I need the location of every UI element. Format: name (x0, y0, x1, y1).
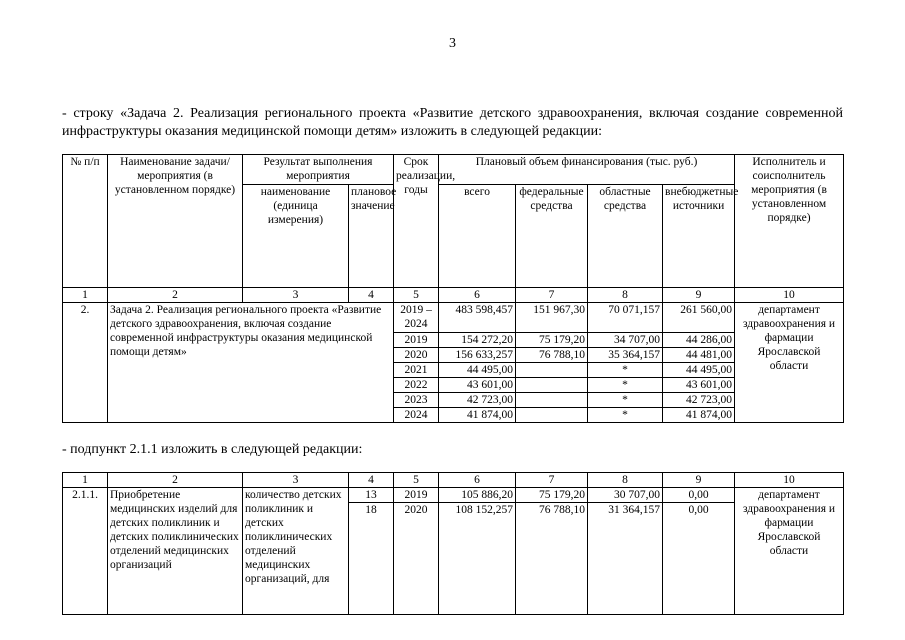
row-regional: 34 707,00 (588, 333, 663, 348)
row-extra: 44 481,00 (663, 348, 735, 363)
row-federal: 151 967,30 (516, 303, 588, 333)
header-regional: областные средства (588, 185, 663, 288)
col-number: 5 (394, 288, 439, 303)
item-executor: департамент здравоохранения и фармации Ярославской области (735, 488, 844, 615)
row-regional: * (588, 408, 663, 423)
row-total: 105 886,20 (439, 488, 516, 503)
header-term: Срок реализации, годы (394, 155, 439, 288)
item-name: Приобретение медицинских изделий для детских поликлиник и детских поликлинических отделений медицинских организаций (108, 488, 243, 615)
header-result: Результат выполнения мероприятия (243, 155, 394, 185)
row-year: 2019 (394, 333, 439, 348)
table-row (63, 488, 844, 503)
row-extra: 41 874,00 (663, 408, 735, 423)
table-row (63, 303, 844, 333)
row-total: 108 152,257 (439, 503, 516, 615)
col-number: 6 (439, 473, 516, 488)
row-federal (516, 378, 588, 393)
row-federal: 75 179,20 (516, 488, 588, 503)
task-name: Задача 2. Реализация регионального проекта «Развитие детского здравоохранения, включая создание современной инфраструктуры оказания медицинской помощи детям» (108, 303, 394, 423)
col-number: 2 (108, 288, 243, 303)
page-number: 3 (449, 36, 456, 51)
row-total: 43 601,00 (439, 378, 516, 393)
row-extra: 42 723,00 (663, 393, 735, 408)
row-total: 483 598,457 (439, 303, 516, 333)
col-number: 7 (516, 288, 588, 303)
row-year: 2022 (394, 378, 439, 393)
task-num: 2. (63, 303, 108, 423)
row-regional: * (588, 393, 663, 408)
header-num: № п/п (63, 155, 108, 288)
col-number: 2 (108, 473, 243, 488)
row-total: 41 874,00 (439, 408, 516, 423)
row-federal: 76 788,10 (516, 348, 588, 363)
header-extra: внебюджетные источники (663, 185, 735, 288)
row-extra: 44 286,00 (663, 333, 735, 348)
col-number: 1 (63, 288, 108, 303)
row-extra: 43 601,00 (663, 378, 735, 393)
row-total: 44 495,00 (439, 363, 516, 378)
header-finance: Плановый объем финансирования (тыс. руб.) (439, 155, 735, 185)
header-federal: федеральные средства (516, 185, 588, 288)
row-regional: 70 071,157 (588, 303, 663, 333)
col-number: 6 (439, 288, 516, 303)
header-result-name: наименование (единица измерения) (243, 185, 349, 288)
row-extra: 44 495,00 (663, 363, 735, 378)
row-year: 2019 (394, 488, 439, 503)
header-name: Наименование задачи/мероприятия (в установленном порядке) (108, 155, 243, 288)
task-table (62, 154, 844, 423)
row-extra: 0,00 (663, 503, 735, 615)
item-table (62, 472, 844, 615)
row-federal (516, 393, 588, 408)
intro2-paragraph: - подпункт 2.1.1 изложить в следующей редакции: (62, 442, 363, 457)
row-regional: * (588, 378, 663, 393)
col-number: 5 (394, 473, 439, 488)
task-executor: департамент здравоохранения и фармации Ярославской области (735, 303, 844, 423)
row-extra: 261 560,00 (663, 303, 735, 333)
row-regional: 30 707,00 (588, 488, 663, 503)
row-federal: 76 788,10 (516, 503, 588, 615)
col-number: 3 (243, 473, 349, 488)
col-number: 4 (349, 473, 394, 488)
row-plan: 13 (349, 488, 394, 503)
row-total: 154 272,20 (439, 333, 516, 348)
item-num: 2.1.1. (63, 488, 108, 615)
col-number: 8 (588, 473, 663, 488)
row-federal (516, 408, 588, 423)
row-regional: 35 364,157 (588, 348, 663, 363)
header-total: всего (439, 185, 516, 288)
row-federal (516, 363, 588, 378)
col-number: 10 (735, 473, 844, 488)
header-executor: Исполнитель и соисполнитель мероприятия (в установленном порядке) (735, 155, 844, 288)
col-number: 8 (588, 288, 663, 303)
row-total: 156 633,257 (439, 348, 516, 363)
row-year: 2019 – 2024 (394, 303, 439, 333)
item-result-name: количество детских поликлиник и детских поликлинических отделений медицинских организаций, для (243, 488, 349, 615)
row-year: 2024 (394, 408, 439, 423)
header-result-plan: плановое значение (349, 185, 394, 288)
row-year: 2020 (394, 348, 439, 363)
row-year: 2023 (394, 393, 439, 408)
col-number: 9 (663, 473, 735, 488)
row-federal: 75 179,20 (516, 333, 588, 348)
row-regional: 31 364,157 (588, 503, 663, 615)
intro-paragraph: - строку «Задача 2. Реализация регионального проекта «Развитие детского здравоохранения, включая создание современной инфраструктуры оказания медицинской помощи детям» изложить в следующей редакции: (62, 106, 843, 139)
row-total: 42 723,00 (439, 393, 516, 408)
col-number: 3 (243, 288, 349, 303)
col-number: 4 (349, 288, 394, 303)
column-number-row (63, 288, 844, 303)
col-number: 7 (516, 473, 588, 488)
col-number: 10 (735, 288, 844, 303)
col-number: 9 (663, 288, 735, 303)
row-year: 2021 (394, 363, 439, 378)
row-extra: 0,00 (663, 488, 735, 503)
row-year: 2020 (394, 503, 439, 615)
row-regional: * (588, 363, 663, 378)
col-number: 1 (63, 473, 108, 488)
row-plan: 18 (349, 503, 394, 615)
column-number-row (63, 473, 844, 488)
